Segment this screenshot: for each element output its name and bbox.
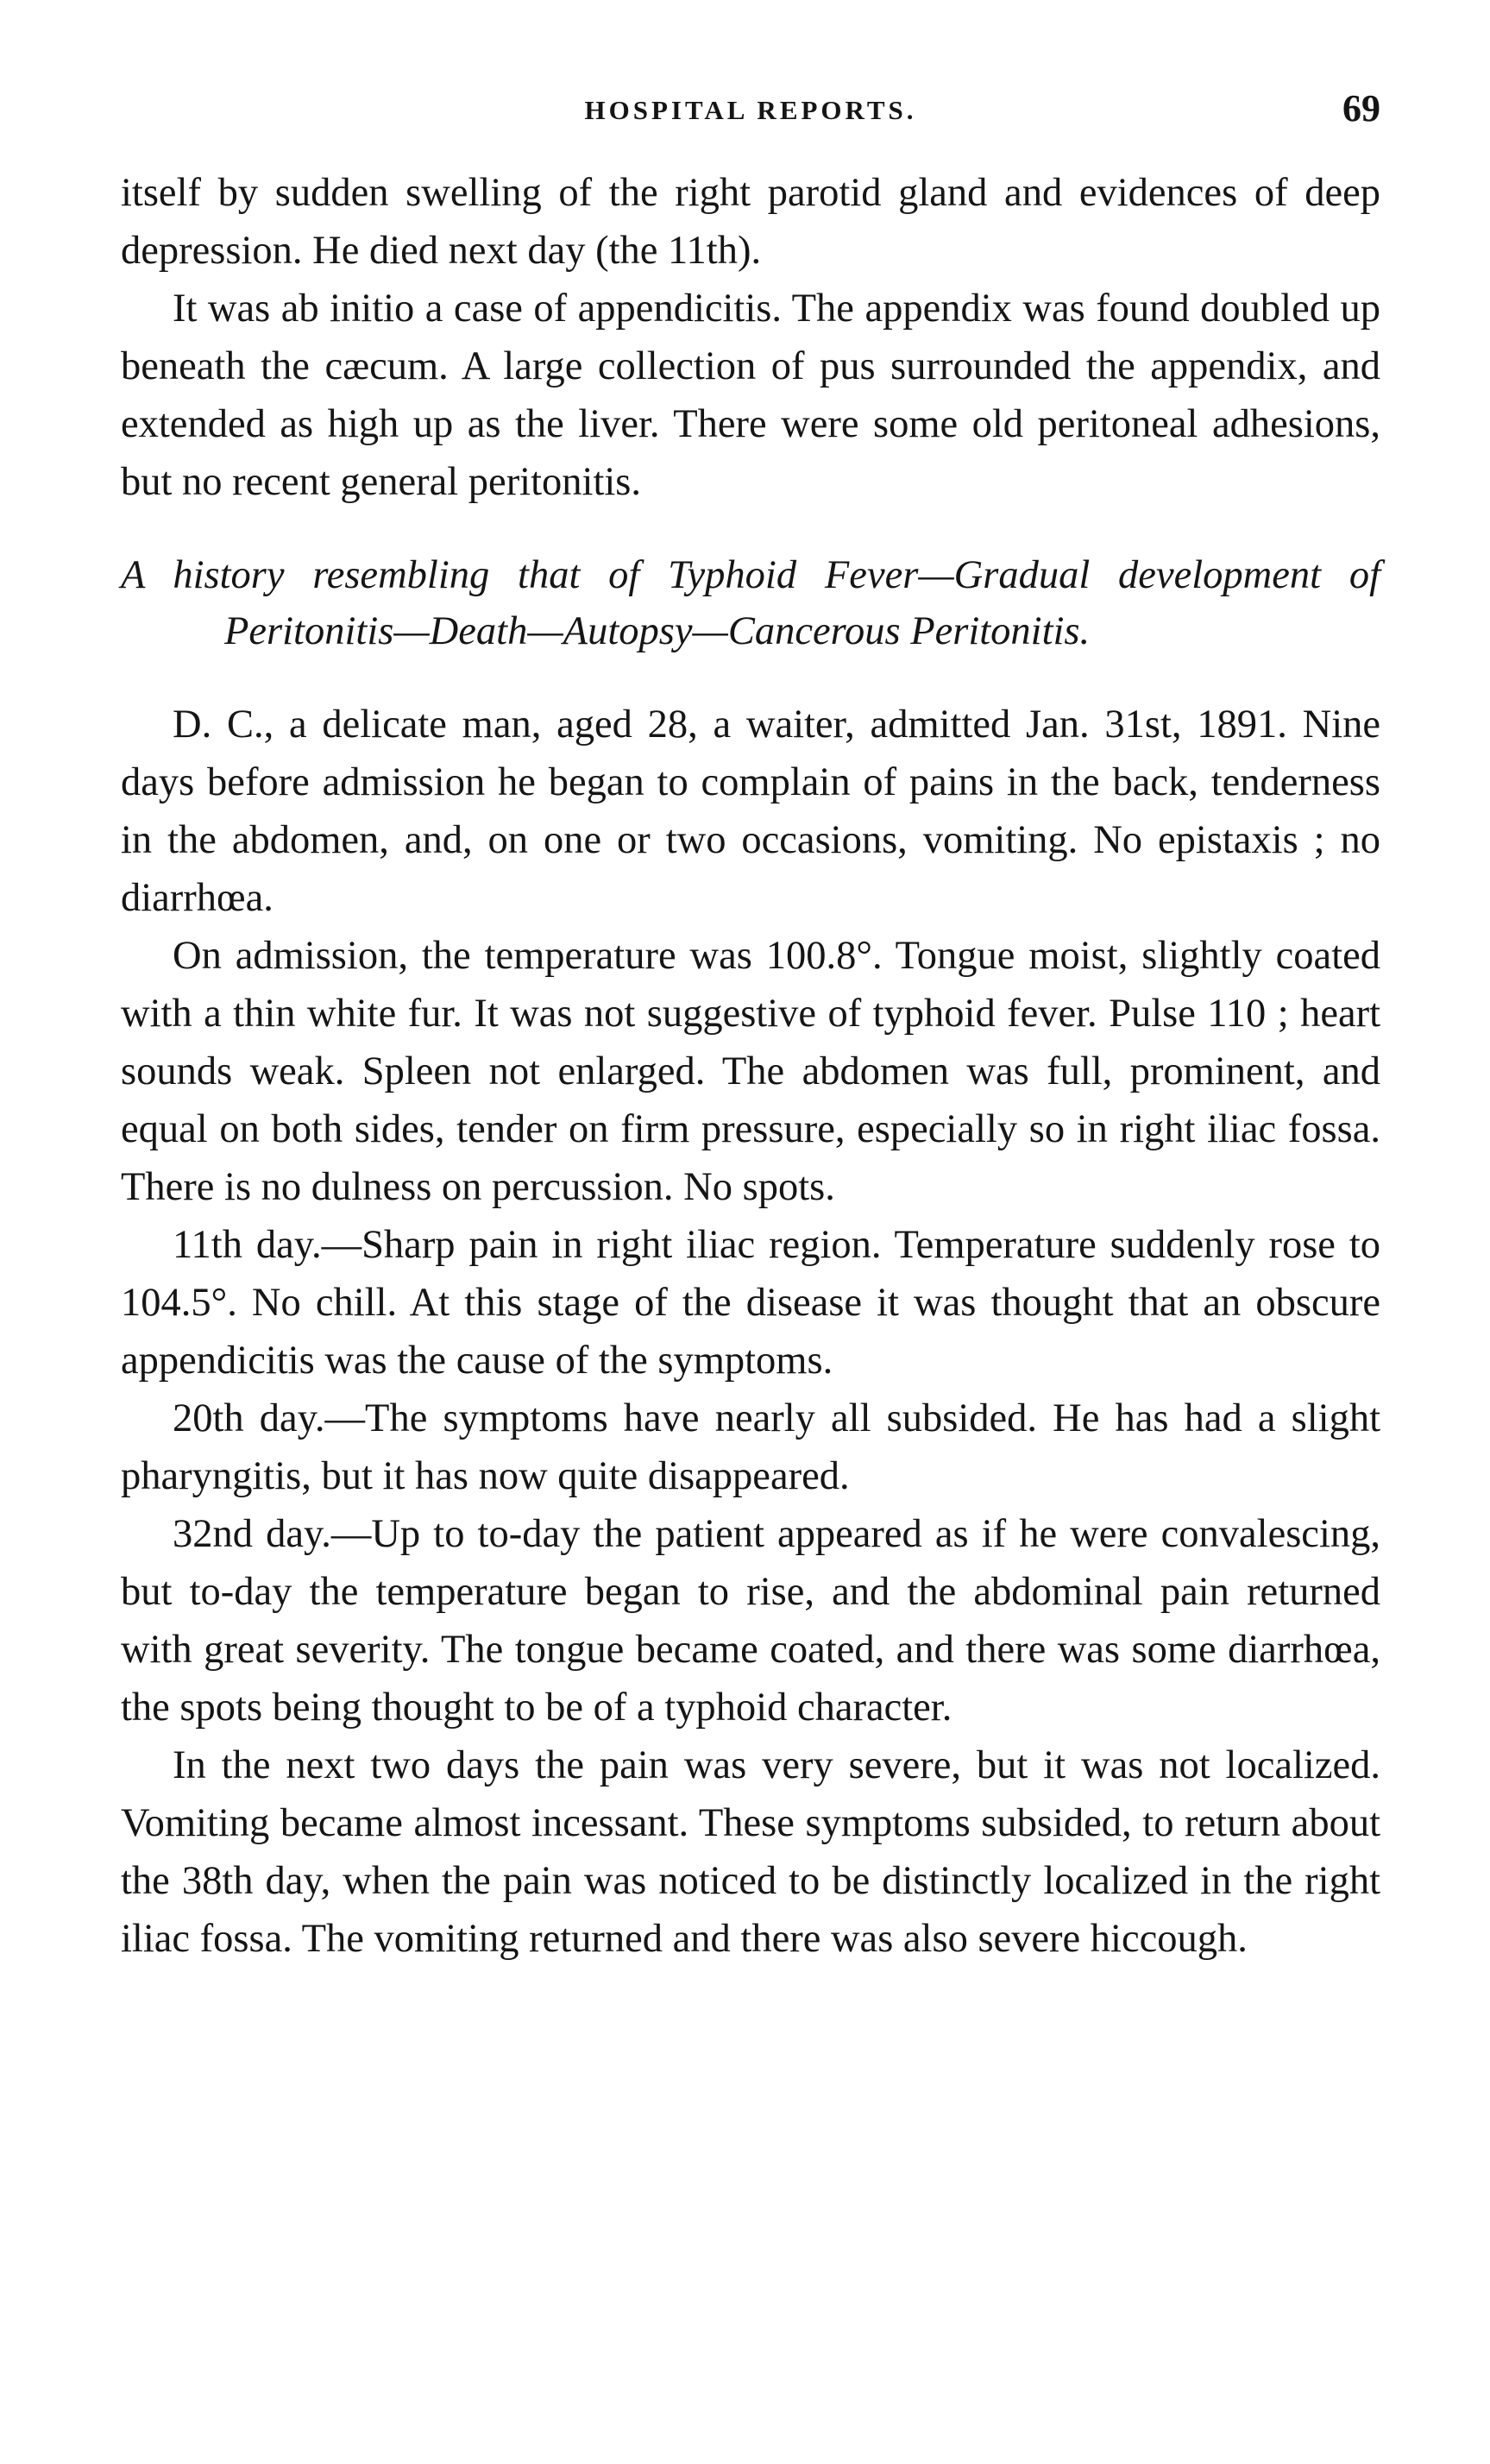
page-header [121, 86, 1380, 147]
paragraph-day-32: 32nd day.—Up to to-day the patient appeared as if he were convalescing, but to-day the temperature began to rise, and the abdominal pain returned with great severity. The tongue became coated, and there was some diarrhœa, the spots being thought to be of a typhoid character. [121, 1512, 1380, 1730]
running-head: HOSPITAL REPORTS. [584, 95, 917, 125]
paragraph-admission: On admission, the temperature was 100.8°. Tongue moist, slightly coated with a thin white fur. It was not suggestive of typhoid fever. Pulse 110 ; heart sounds weak. Spleen not enlarged. The abdomen was full, prominent, and equal on both sides, tender on firm pressure, especially so in right iliac fossa. There is no dulness on percussion. No spots. [121, 934, 1380, 1209]
paragraph-case-intro: D. C., a delicate man, aged 28, a waiter, admitted Jan. 31st, 1891. Nine days before admission he began to complain of pains in the back, tenderness in the abdomen, and, on one or two occasions, vomiting. No epistaxis ; no diarrhœa. [121, 703, 1380, 920]
page-number: 69 [1342, 87, 1380, 129]
paragraph-day-11: 11th day.—Sharp pain in right iliac region. Temperature suddenly rose to 104.5°. No chill. At this stage of the disease it was thought that an obscure appendicitis was the cause of the symptoms. [121, 1223, 1380, 1383]
case-heading: A history resembling that of Typhoid Fever—Gradual development of Peritonitis—Death—Autopsy—Cancerous Peritonitis. [121, 553, 1380, 653]
paragraph-next-days: In the next two days the pain was very severe, but it was not localized. Vomiting became almost incessant. These symptoms subsided, to return about the 38th day, when the pain was noticed to be distinctly localized in the right iliac fossa. The vomiting returned and there was also severe hiccough. [121, 1743, 1380, 1961]
page-body [121, 164, 1380, 1968]
paragraph-day-20: 20th day.—The symptoms have nearly all subsided. He has had a slight pharyngitis, but it has now quite disappeared. [121, 1396, 1380, 1498]
paragraph-appendicitis: It was ab initio a case of appendicitis. The appendix was found doubled up beneath the cæcum. A large collection of pus surrounded the appendix, and extended as high up as the liver. There were some old peritoneal adhesions, but no recent general peritonitis. [121, 287, 1380, 504]
paragraph-continuation: itself by sudden swelling of the right parotid gland and evidences of deep depression. He died next day (the 11th). [121, 171, 1380, 273]
